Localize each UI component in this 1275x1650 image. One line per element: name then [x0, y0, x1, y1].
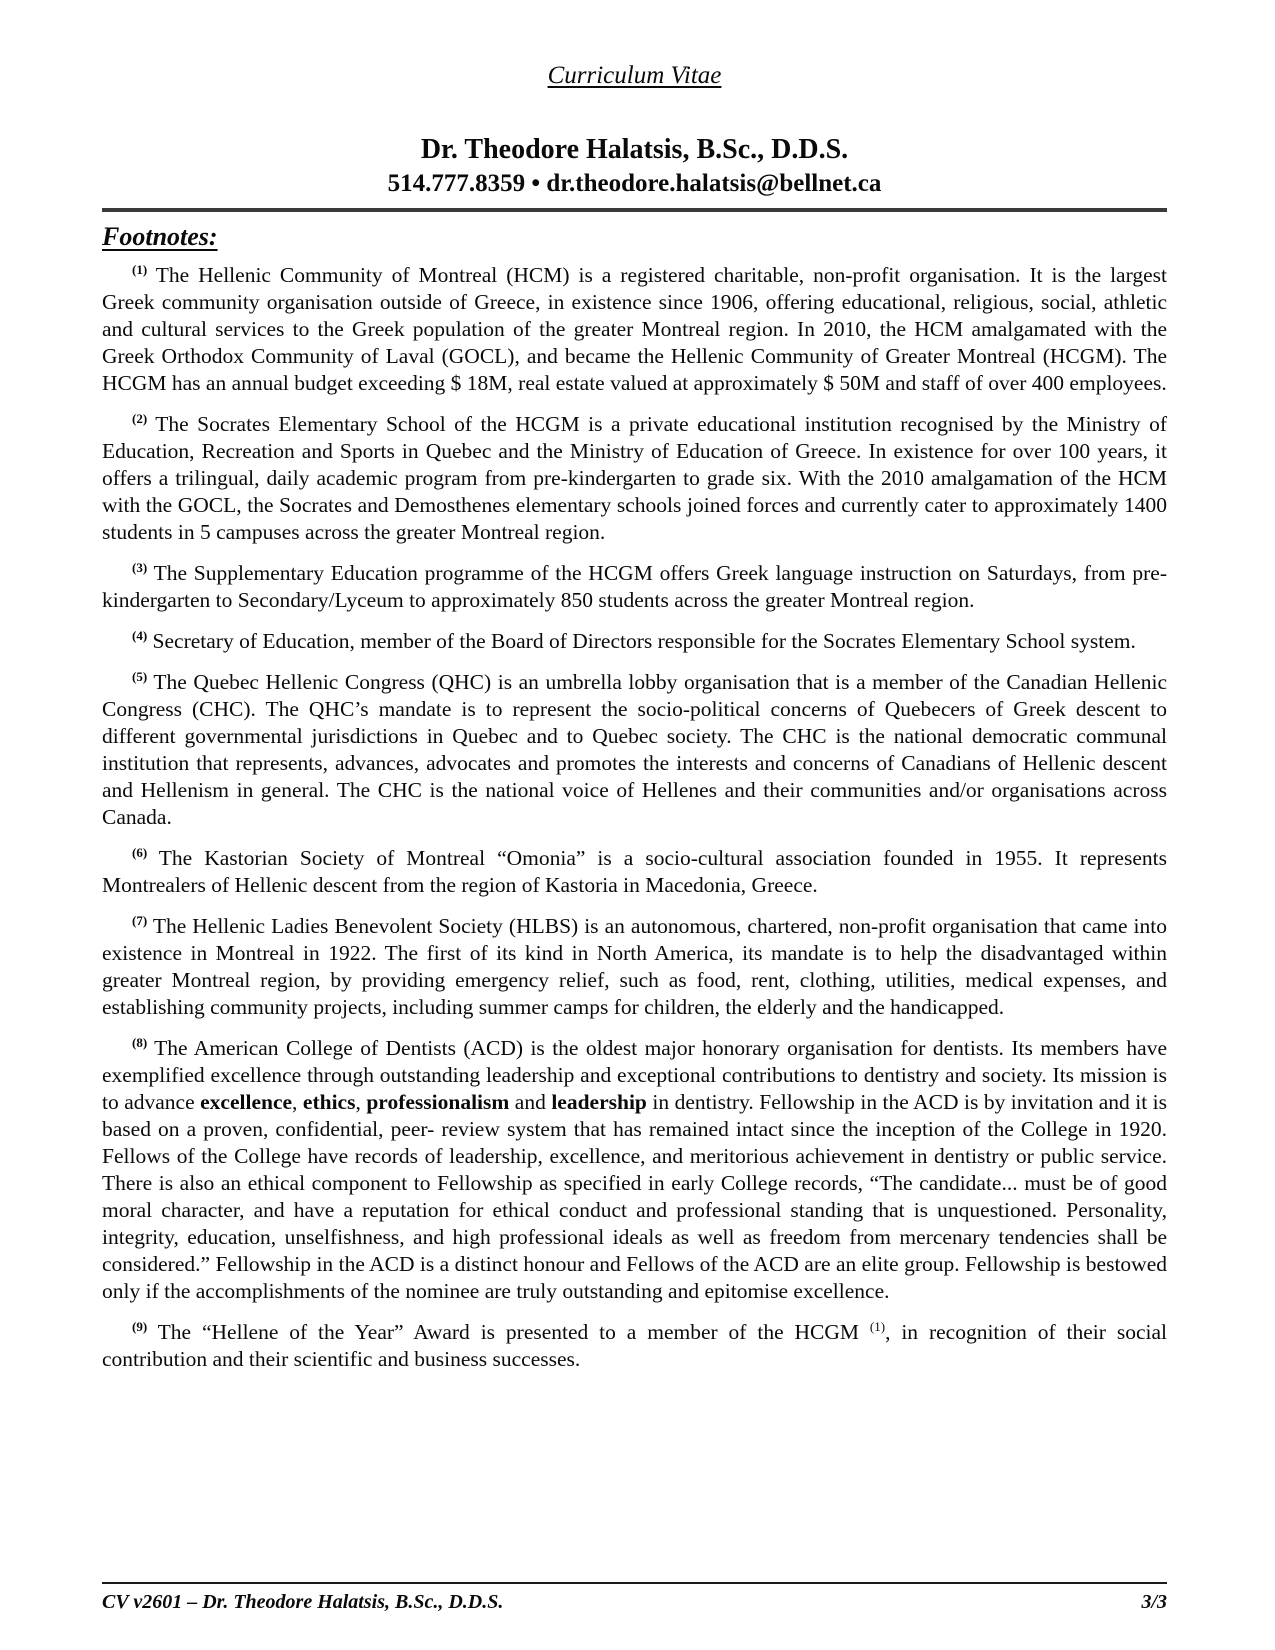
footnote-text: , in recognition of their social contribution and their scientific and business successes.	[102, 1320, 1167, 1371]
footnote	[102, 669, 1167, 831]
footnote-text: Secretary of Education, member of the Board of Directors responsible for the Socrates Elementary School system.	[152, 629, 1136, 653]
footnote	[102, 628, 1167, 655]
contact-line: 514.777.8359 • dr.theodore.halatsis@bellnet.ca	[387, 170, 882, 197]
footnote	[102, 845, 1167, 899]
footnote-reference: (1)	[869, 1318, 886, 1334]
footnote-bold-term: ethics	[302, 1090, 356, 1114]
footnote-text: ,	[292, 1090, 303, 1114]
footnote-bold-term: leadership	[551, 1090, 647, 1114]
person-name: Dr. Theodore Halatsis, B.Sc., D.D.S.	[420, 134, 849, 165]
footnotes-heading	[102, 222, 1167, 252]
footnote	[102, 913, 1167, 1021]
footnote	[102, 1035, 1167, 1305]
footnote	[102, 1319, 1167, 1373]
footer-document-id: CV v2601 – Dr. Theodore Halatsis, B.Sc., D.D.S.	[102, 1591, 504, 1613]
footnote-marker: (9)	[132, 1318, 148, 1334]
footnote-text: and	[509, 1090, 552, 1114]
footnote-marker: (1)	[132, 261, 148, 277]
footnote-marker: (7)	[132, 912, 148, 928]
footnote-text: in dentistry. Fellowship in the ACD is by invitation and it is based on a proven, confidential, peer- review system that has remained intact since the inception of the College in 1920. Fellows of the College have records of leadership, excellence, and meritorious achievement in dentistry or public service. There is also an ethical component to Fellowship as specified in early College records, “The candidate... must be of good moral character, and have a reputation for ethical conduct and professional standing that is unquestioned. Personality, integrity, education, unselfishness, and high professional ideals as well as freedom from mercenary tendencies shall be considered.” Fellowship in the ACD is a distinct honour and Fellows of the ACD are an elite group. Fellowship is bestowed only if the accomplishments of the nominee are truly outstanding and epitomise excellence.	[102, 1090, 1168, 1303]
footnote-text: The Supplementary Education programme of the HCGM offers Greek language instruction on Saturdays, from pre-kindergarten to Secondary/Lyceum to approximately 850 students across the greater Montreal region.	[102, 561, 1167, 612]
footnote	[102, 560, 1167, 614]
footnote-text: The Kastorian Society of Montreal “Omonia” is a socio-cultural association founded in 1955. It represents Montrealers of Hellenic descent from the region of Kastoria in Macedonia, Greece.	[102, 846, 1167, 897]
page-footer	[102, 1582, 1167, 1614]
footnote-text: The Quebec Hellenic Congress (QHC) is an umbrella lobby organisation that is a member of the Canadian Hellenic Congress (CHC). The QHC’s mandate is to represent the socio-political concerns of Quebecers of Greek descent to different governmental jurisdictions in Quebec and to Quebec society. The CHC is the national democratic communal institution that represents, advances, advocates and promotes the interests and concerns of Canadians of Hellenic descent and Hellenism in general. The CHC is the national voice of Hellenes and their communities and/or organisations across Canada.	[102, 670, 1167, 829]
footer-divider	[102, 1582, 1167, 1584]
footnotes-heading-text: Footnotes:	[102, 222, 218, 251]
footnote-bold-term: excellence	[200, 1090, 293, 1114]
document-title-text: Curriculum Vitae	[547, 62, 722, 89]
header-divider	[102, 208, 1167, 212]
footnote-marker: (2)	[132, 410, 148, 426]
footnote	[102, 411, 1167, 546]
footnote-marker: (5)	[132, 668, 148, 684]
footnote-text: The “Hellene of the Year” Award is presented to a member of the HCGM	[157, 1320, 870, 1344]
footnote-text: ,	[355, 1090, 367, 1114]
footnote-text: The Hellenic Community of Montreal (HCM) is a registered charitable, non-profit organisation. It is the largest Greek community organisation outside of Greece, in existence since 1906, offering educational, religious, social, athletic and cultural services to the Greek population of the greater Montreal region. In 2010, the HCM amalgamated with the Greek Orthodox Community of Laval (GOCL), and became the Hellenic Community of Greater Montreal (HCGM). The HCGM has an annual budget exceeding $ 18M, real estate valued at approximately $ 50M and staff of over 400 employees.	[102, 263, 1167, 395]
footnote	[102, 262, 1167, 397]
footnote-text: The American College of Dentists (ACD) is the oldest major honorary organisation for dentists. Its members have exemplified excellence through outstanding leadership and exceptional contributions to dentistry and society. Its mission is to advance	[102, 1036, 1167, 1114]
footnote-marker: (6)	[132, 844, 148, 860]
footnote-text: The Socrates Elementary School of the HCGM is a private educational institution recognised by the Ministry of Education, Recreation and Sports in Quebec and the Ministry of Education of Greece. In existence for over 100 years, it offers a trilingual, daily academic program from pre-kindergarten to grade six. With the 2010 amalgamation of the HCM with the GOCL, the Socrates and Demosthenes elementary schools joined forces and currently cater to approximately 1400 students in 5 campuses across the greater Montreal region.	[102, 412, 1167, 544]
footnote-marker: (3)	[132, 559, 148, 575]
footnotes-list	[102, 262, 1167, 1387]
footer-page-number: 3/3	[1141, 1591, 1167, 1613]
document-title	[102, 62, 1167, 90]
footnote-marker: (4)	[132, 627, 148, 643]
footnote-text: The Hellenic Ladies Benevolent Society (HLBS) is an autonomous, chartered, non-profit organisation that came into existence in Montreal in 1922. The first of its kind in North America, its mandate is to help the disadvantaged within greater Montreal region, by providing emergency relief, such as food, rent, clothing, utilities, medical expenses, and establishing community projects, including summer camps for children, the elderly and the handicapped.	[102, 914, 1167, 1019]
footnote-marker: (8)	[132, 1034, 148, 1050]
footnote-bold-term: professionalism	[366, 1090, 510, 1114]
